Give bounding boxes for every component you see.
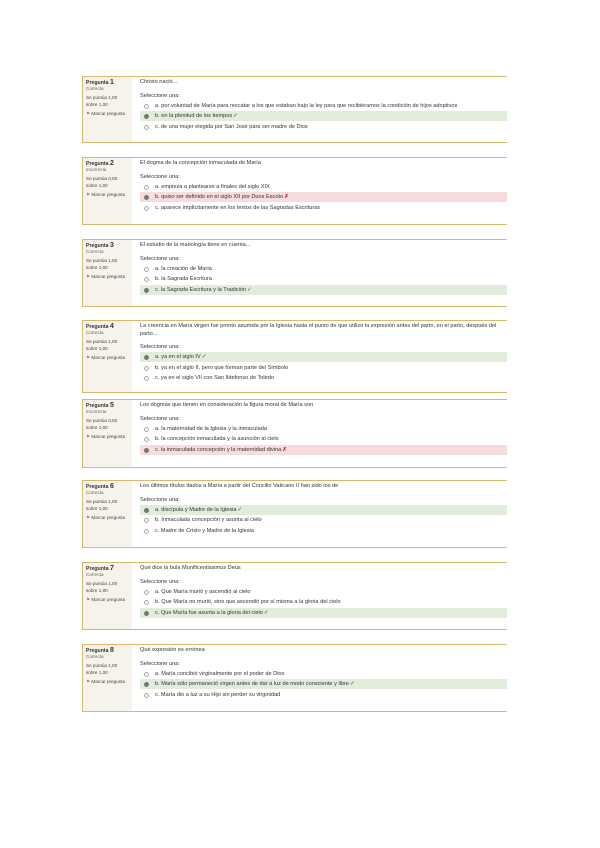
flag-question-button[interactable] — [86, 111, 129, 117]
check-icon: ✓ — [350, 681, 355, 687]
question-content — [140, 158, 507, 224]
radio-button[interactable] — [144, 376, 149, 381]
select-prompt: Seleccione una: — [140, 92, 180, 99]
answer-text: b. María sólo permaneció virgen antes de dar a luz de modo consciente y libre — [155, 681, 350, 687]
question-text: Christo nació... — [140, 79, 178, 85]
answer-text: c. de una mujer elegida por San José para ser madre de Dios — [155, 123, 308, 130]
answer-text: c. la Sagrada Escritura y la Tradición — [155, 286, 247, 293]
question-text: Los últimos títulos dados a María a partir del Concilio Vaticano II han sido los de — [140, 483, 339, 489]
answer-option[interactable] — [140, 111, 507, 121]
answer-option[interactable] — [140, 505, 507, 515]
radio-button[interactable] — [144, 277, 149, 282]
flag-icon: ⚑ — [86, 678, 91, 684]
question-info — [82, 481, 132, 547]
radio-button[interactable] — [144, 600, 149, 605]
flag-label: Marcar pregunta — [91, 273, 126, 279]
answer-text: b. Inmaculada concepción y asunta al cielo — [155, 517, 262, 523]
answer-text: b. la Sagrada Escritura — [155, 276, 212, 282]
question-content — [140, 645, 507, 711]
flag-question-button[interactable] — [86, 192, 129, 198]
question-info — [82, 240, 132, 306]
answer-option[interactable] — [140, 679, 507, 689]
answer-text: b. ya en el siglo II, pero que forman parte del Símbolo — [155, 364, 289, 371]
question-block — [82, 562, 507, 630]
question-content — [140, 240, 507, 306]
question-number-value: 7 — [109, 565, 114, 572]
flag-label: Marcar pregunta — [91, 191, 126, 197]
question-info — [82, 563, 132, 629]
question-score: Se puntúa 1,00 sobre 1,00 — [86, 499, 118, 511]
question-info — [82, 400, 132, 467]
answer-option[interactable] — [140, 264, 507, 274]
answer-text: a. la creación de María — [155, 265, 212, 272]
answer-option[interactable] — [140, 690, 507, 700]
question-status: Correcta — [86, 490, 104, 496]
question-info — [82, 158, 132, 224]
answer-text: c. la inmaculada concepción y la maternidad divina — [155, 446, 282, 453]
flag-label: Marcar pregunta — [91, 354, 126, 360]
radio-button[interactable] — [144, 114, 149, 119]
answer-text: a. por voluntad de María para rescatar a los que estaban bajo la ley para que recibiéramos la condición de hijos adoptivos — [155, 102, 458, 109]
cross-icon: ✗ — [282, 446, 287, 453]
select-prompt: Seleccione una: — [140, 344, 180, 350]
question-status: Incorrecta — [86, 167, 107, 173]
answer-text: a. empieza a plantearse a finales del siglo XIX — [155, 183, 270, 190]
flag-label: Marcar pregunta — [91, 433, 126, 439]
answer-option[interactable] — [140, 424, 507, 434]
radio-button[interactable] — [144, 125, 149, 130]
answer-text: a. la maternidad de la Iglesia y la inmaculada — [155, 425, 267, 432]
question-number-value: 3 — [109, 242, 114, 249]
question-block — [82, 480, 507, 548]
select-prompt: Seleccione una: — [140, 578, 180, 585]
answer-text: b. en la plenitud de los tiempos — [155, 113, 233, 119]
radio-button[interactable] — [144, 104, 149, 109]
flag-question-button[interactable] — [86, 274, 129, 280]
flag-question-button[interactable] — [86, 434, 129, 440]
question-info — [82, 321, 132, 392]
flag-question-button[interactable] — [86, 679, 129, 685]
question-label: Pregunta — [86, 484, 109, 490]
question-label: Pregunta — [86, 80, 109, 86]
check-icon: ✓ — [233, 113, 238, 119]
answer-option[interactable] — [140, 669, 507, 679]
question-number-value: 8 — [109, 647, 114, 654]
question-score: Se puntúa 1,00 sobre 1,00 — [86, 581, 118, 593]
answer-text: c. Que María fue asunta a la gloria del cielo — [155, 609, 263, 616]
radio-button[interactable] — [144, 508, 149, 513]
answer-text: c. aparece implícitamente en los textos de las Sagradas Escrituras — [155, 204, 321, 211]
answer-option[interactable] — [140, 101, 507, 111]
question-block — [82, 239, 507, 307]
answer-option[interactable] — [140, 274, 507, 284]
flag-icon: ⚑ — [86, 596, 91, 602]
answer-option[interactable] — [140, 285, 507, 295]
question-label: Pregunta — [86, 243, 109, 249]
question-score: Se puntúa 1,00 sobre 1,00 — [86, 663, 118, 675]
radio-button[interactable] — [144, 206, 149, 211]
question-label: Pregunta — [86, 324, 109, 330]
flag-label: Marcar pregunta — [91, 678, 126, 684]
question-status: Correcta — [86, 86, 104, 92]
flag-question-button[interactable] — [86, 355, 129, 361]
answer-option[interactable] — [140, 597, 507, 607]
answer-option[interactable] — [140, 587, 507, 597]
answer-text: c. María dio a luz a su Hijo sin perder su virginidad — [155, 691, 281, 698]
question-score: Se puntúa 0,00 sobre 1,00 — [86, 418, 118, 430]
flag-label: Marcar pregunta — [91, 514, 126, 520]
radio-button[interactable] — [144, 611, 149, 616]
answer-option[interactable] — [140, 434, 507, 444]
radio-button[interactable] — [144, 195, 149, 200]
answer-text: b. la concepción inmaculada y la asunción al cielo — [155, 436, 279, 442]
select-prompt: Seleccione una: — [140, 255, 180, 262]
answer-option[interactable] — [140, 182, 507, 192]
radio-button[interactable] — [144, 682, 149, 687]
question-label: Pregunta — [86, 161, 109, 167]
question-status: Correcta — [86, 654, 104, 660]
answer-option[interactable] — [140, 363, 507, 373]
cross-icon: ✗ — [284, 194, 289, 200]
check-icon: ✓ — [263, 609, 269, 616]
question-block — [82, 644, 507, 712]
question-text: El dogma de la concepción inmaculada de María — [140, 160, 261, 166]
question-block — [82, 320, 507, 393]
answer-text: c. ya en el siglo VII con San Ildefonso de Toledo — [155, 375, 274, 381]
radio-button[interactable] — [144, 529, 149, 534]
question-content — [140, 481, 507, 547]
question-number-value: 1 — [109, 79, 114, 86]
select-prompt: Seleccione una: — [140, 415, 180, 422]
answer-text: a. discípula y Madre de la Iglesia — [155, 506, 237, 513]
question-number-value: 5 — [109, 402, 114, 409]
radio-button[interactable] — [144, 672, 149, 677]
flag-icon: ⚑ — [86, 354, 91, 360]
check-icon: ✓ — [247, 286, 252, 293]
question-block — [82, 157, 507, 225]
answer-option[interactable] — [140, 192, 507, 202]
flag-icon: ⚑ — [86, 514, 91, 520]
question-text: Qué expresión es errónea — [140, 647, 205, 653]
flag-label: Marcar pregunta — [91, 110, 126, 116]
select-prompt: Seleccione una: — [140, 173, 180, 180]
question-number-value: 2 — [109, 160, 114, 167]
check-icon: ✓ — [237, 506, 243, 513]
question-label: Pregunta — [86, 566, 109, 572]
question-content — [140, 400, 507, 467]
question-info — [82, 77, 132, 142]
question-number-value: 6 — [109, 483, 114, 490]
question-text: Los dogmas que tienen en consideración la figura moral de María son — [140, 402, 314, 408]
answer-option[interactable] — [140, 445, 507, 455]
select-prompt: Seleccione una: — [140, 660, 180, 667]
radio-button[interactable] — [144, 448, 149, 453]
select-prompt: Seleccione una: — [140, 496, 180, 503]
answer-option[interactable] — [140, 526, 507, 536]
radio-button[interactable] — [144, 288, 149, 293]
answer-text: b. Que María no murió, sino que ascendió por sí misma a la gloria del cielo — [155, 599, 341, 605]
question-content — [140, 321, 507, 392]
question-content — [140, 563, 507, 629]
radio-button[interactable] — [144, 427, 149, 432]
question-status: Correcta — [86, 249, 104, 255]
answer-text: a. María concibió virginalmente por el poder de Dios — [155, 670, 285, 677]
answer-text: a. ya en el siglo IV — [155, 354, 201, 360]
flag-icon: ⚑ — [86, 110, 91, 116]
answer-text: a. Que María murió y ascendió al cielo — [155, 588, 251, 595]
answer-text: c. Madre de Cristo y Madre de la Iglesia — [155, 527, 254, 534]
question-info — [82, 645, 132, 711]
flag-label: Marcar pregunta — [91, 596, 126, 602]
radio-button[interactable] — [144, 518, 149, 523]
flag-icon: ⚑ — [86, 273, 91, 279]
flag-icon: ⚑ — [86, 433, 91, 439]
question-status: Correcta — [86, 330, 104, 336]
answer-option[interactable] — [140, 373, 507, 383]
radio-button[interactable] — [144, 366, 149, 371]
check-icon: ✓ — [201, 354, 207, 360]
question-score: Se puntúa 0,00 sobre 1,00 — [86, 176, 118, 188]
question-score: Se puntúa 1,00 sobre 1,00 — [86, 95, 118, 107]
answer-text: b. quiso ser definido en el siglo XII por Duns Escoto — [155, 194, 284, 200]
question-status: Incorrecta — [86, 409, 107, 415]
flag-question-button[interactable] — [86, 597, 129, 603]
question-label: Pregunta — [86, 403, 109, 409]
question-number-value: 4 — [109, 323, 114, 330]
radio-button[interactable] — [144, 437, 149, 442]
question-content — [140, 77, 507, 142]
radio-button[interactable] — [144, 267, 149, 272]
answer-option[interactable] — [140, 122, 507, 132]
question-block — [82, 76, 507, 143]
question-status: Correcta — [86, 572, 104, 578]
answer-option[interactable] — [140, 203, 507, 213]
flag-icon: ⚑ — [86, 191, 91, 197]
radio-button[interactable] — [144, 355, 149, 360]
question-text: La creencia en María virgen fue pronto asumida por la Iglesia hasta el punto de que utilizó la expresión antes del parto, en el parto, después del parto... — [140, 323, 497, 337]
radio-button[interactable] — [144, 693, 149, 698]
answer-option[interactable] — [140, 515, 507, 525]
question-score: Se puntúa 1,00 sobre 1,00 — [86, 258, 118, 270]
radio-button[interactable] — [144, 185, 149, 190]
answer-option[interactable] — [140, 608, 507, 618]
question-label: Pregunta — [86, 648, 109, 654]
flag-question-button[interactable] — [86, 515, 129, 521]
question-text: Qué dice la bula Munificentissimus Deus — [140, 565, 241, 571]
answer-option[interactable] — [140, 352, 507, 362]
question-block — [82, 399, 507, 468]
question-score: Se puntúa 1,00 sobre 1,00 — [86, 339, 118, 351]
question-text: El estudio de la mariología tiene en cuenta... — [140, 242, 251, 248]
radio-button[interactable] — [144, 590, 149, 595]
